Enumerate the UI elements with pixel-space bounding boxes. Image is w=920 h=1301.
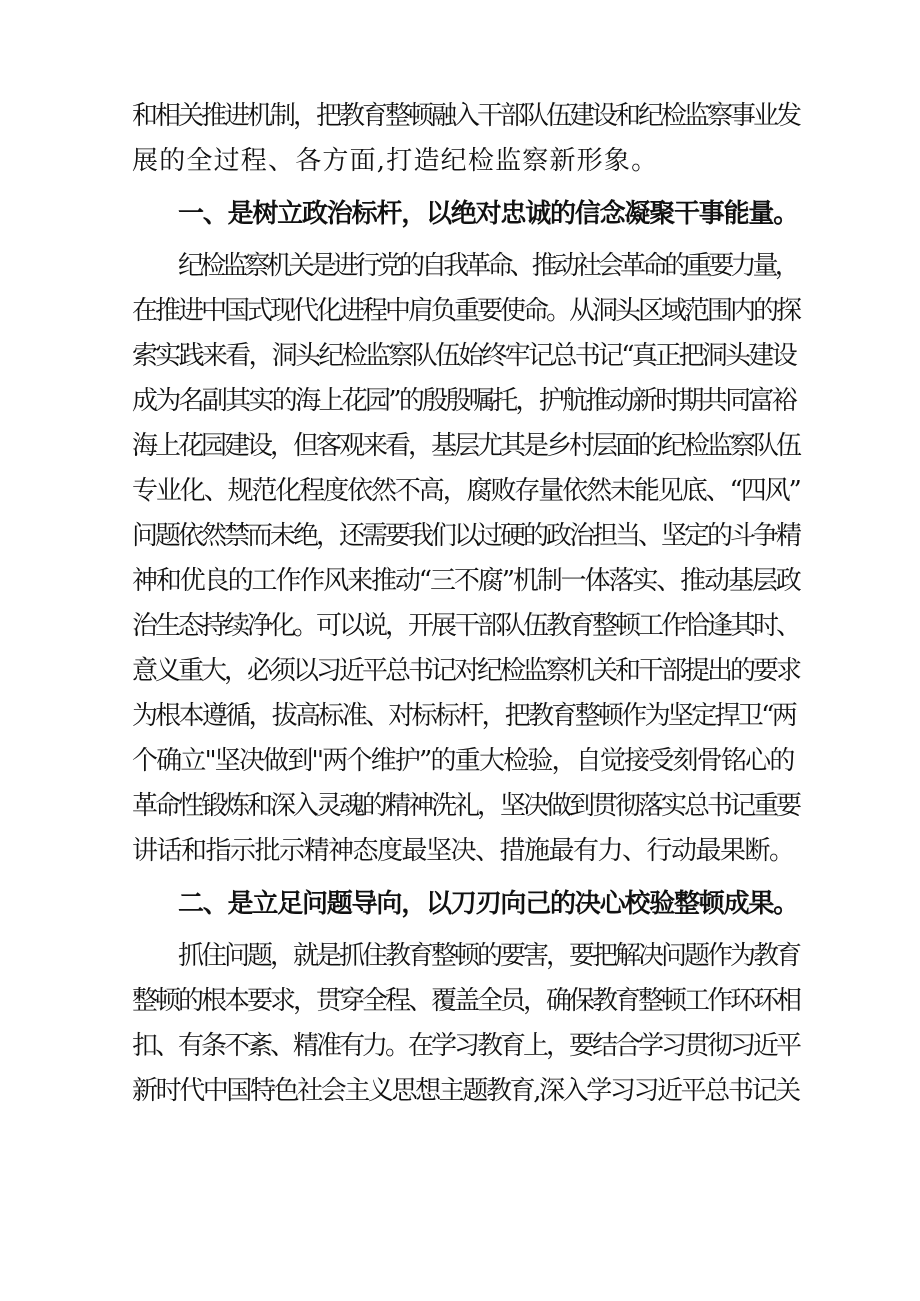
paragraph-line: 讲话和指示批示精神态度最坚决、措施最有力、行动最果断。 (132, 836, 794, 866)
paragraph-line: 成为名副其实的海上花园”的殷殷嘱托，护航推动新时期共同富裕 (132, 386, 795, 416)
paragraph-line: 扣、有条不紊、精准有力。在学习教育上，要结合学习贯彻习近平 (132, 1031, 800, 1061)
paragraph-line: 专业化、规范化程度依然不高，腐败存量依然未能见底、“四风” (132, 476, 800, 506)
paragraph-line: 神和优良的工作作风来推动“三不腐”机制一体落实、推动基层政 (132, 566, 800, 596)
paragraph-line: 意义重大，必须以习近平总书记对纪检监察机关和干部提出的要求 (132, 656, 800, 686)
paragraph-line: 治生态持续净化。可以说，开展干部队伍教育整顿工作恰逢其时、 (132, 611, 800, 641)
paragraph-line: 个确立"坚决做到''两个维护”的重大检验，自觉接受刻骨铭心的 (132, 746, 794, 776)
paragraph-line: 抓住问题，就是抓住教育整顿的要害，要把解决问题作为教育 (178, 941, 800, 971)
paragraph-line: 问题依然禁而未绝，还需要我们以过硬的政治担当、坚定的斗争精 (132, 521, 800, 551)
paragraph-line: 革命性锻炼和深入灵魂的精神洗礼，坚决做到贯彻落实总书记重要 (132, 791, 800, 821)
paragraph-line: 在推进中国式现代化进程中肩负重要使命。从洞头区域范围内的探 (132, 296, 800, 326)
paragraph-line: 为根本遵循，拔高标准、对标标杆，把教育整顿作为坚定捍卫“两 (132, 701, 795, 731)
paragraph-line: 新时代中国特色社会主义思想主题教育,深入学习习近平总书记关 (132, 1076, 799, 1106)
paragraph-line: 和相关推进机制，把教育整顿融入干部队伍建设和纪检监察事业发 (132, 101, 800, 131)
paragraph-line: 纪检监察机关是进行党的自我革命、推动社会革命的重要力量， (178, 251, 797, 281)
paragraph-line: 索实践来看，洞头纪检监察队伍始终牢记总书记“真正把洞头建设 (132, 341, 795, 371)
paragraph-line: 海上花园建设，但客观来看，基层尤其是乡村层面的纪检监察队伍 (132, 431, 800, 461)
section-2-heading: 二、是立足问题导向，以刀刃向己的决心校验整顿成果。 (178, 889, 799, 919)
paragraph-line: 整顿的根本要求，贯穿全程、覆盖全员，确保教育整顿工作环环相 (132, 986, 800, 1016)
paragraph-line: 展的全过程、各方面,打造纪检监察新形象。 (132, 146, 659, 176)
section-1-heading: 一、是树立政治标杆，以绝对忠诚的信念凝聚干事能量。 (178, 199, 799, 229)
